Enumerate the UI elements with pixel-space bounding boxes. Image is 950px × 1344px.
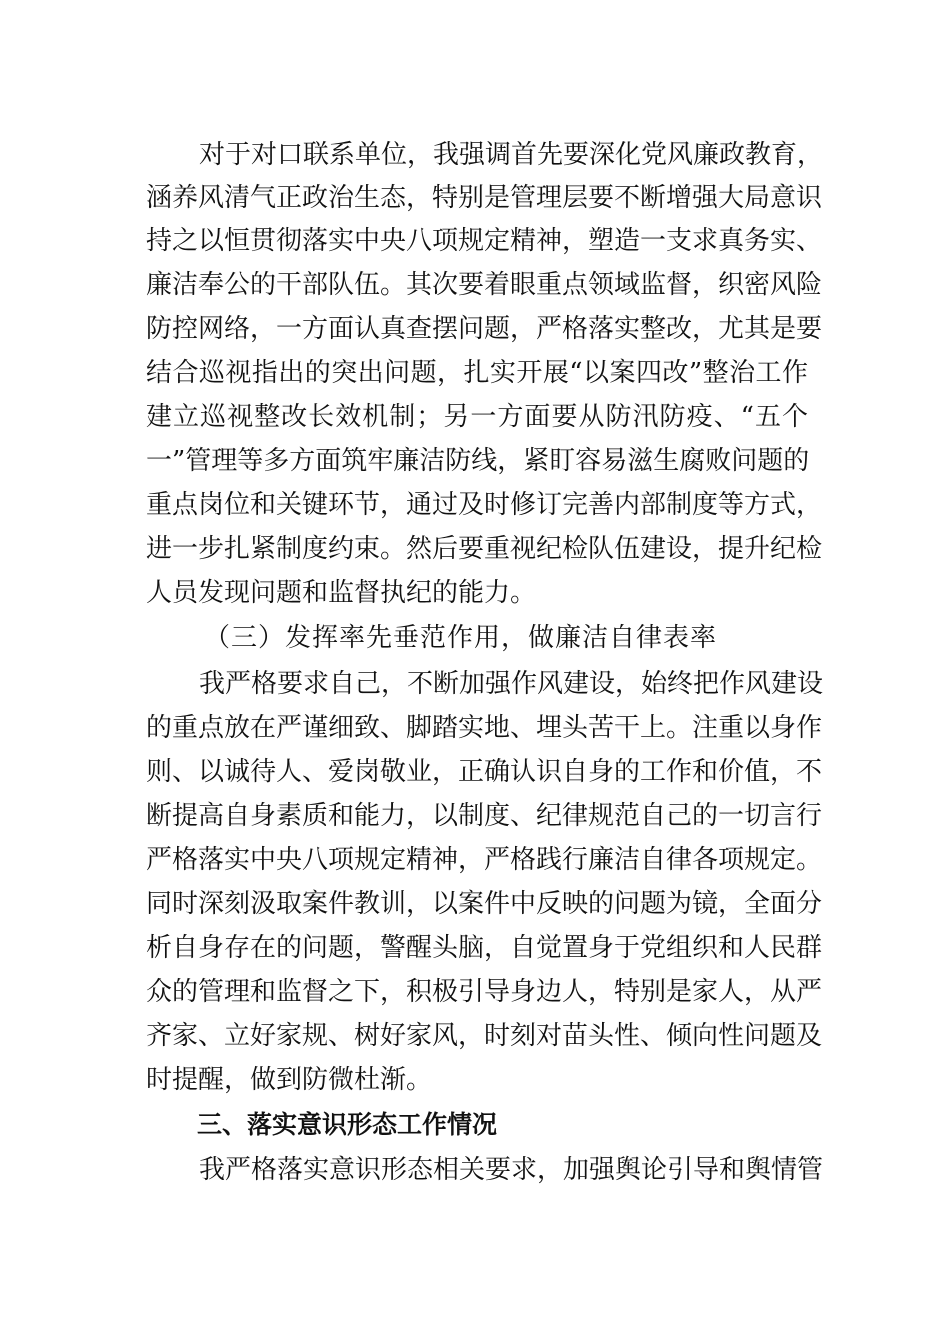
- text-line: 结合巡视指出的突出问题，扎实开展“以案四改”整治工作: [146, 358, 808, 388]
- section-heading-3: 三、落实意识形态工作情况: [197, 1110, 498, 1139]
- text-line: 我严格要求自己，不断加强作风建设，始终把作风建设: [199, 669, 824, 699]
- text-line: 对于对口联系单位，我强调首先要深化党风廉政教育，: [199, 140, 824, 170]
- text-line: 涵养风清气正政治生态，特别是管理层要不断增强大局意识: [146, 183, 823, 213]
- text-line: 廉洁奉公的干部队伍。其次要着眼重点领域监督，织密风险: [146, 270, 823, 300]
- text-line: 持之以恒贯彻落实中央八项规定精神，塑造一支求真务实、: [146, 226, 823, 256]
- text-line: 断提高自身素质和能力，以制度、纪律规范自己的一切言行: [146, 801, 823, 831]
- text-line: 析自身存在的问题，警醒头脑，自觉置身于党组织和人民群: [146, 933, 823, 963]
- text-line: 进一步扎紧制度约束。然后要重视纪检队伍建设，提升纪检: [146, 534, 823, 564]
- text-line: 时提醒，做到防微杜渐。: [146, 1065, 433, 1095]
- text-line: 建立巡视整改长效机制；另一方面要从防汛防疫、“五个: [146, 402, 808, 432]
- text-line: 同时深刻汲取案件教训，以案件中反映的问题为镜，全面分: [146, 889, 823, 919]
- text-line: 齐家、立好家规、树好家风，时刻对苗头性、倾向性问题及: [146, 1021, 823, 1051]
- text-line: 我严格落实意识形态相关要求，加强舆论引导和舆情管: [199, 1155, 824, 1185]
- text-line: 众的管理和监督之下，积极引导身边人，特别是家人，从严: [146, 977, 823, 1007]
- text-line: 则、以诚待人、爱岗敬业，正确认识自身的工作和价值，不: [146, 757, 823, 787]
- subheading-3: （三）发挥率先垂范作用，做廉洁自律表率: [204, 623, 718, 653]
- text-line: 重点岗位和关键环节，通过及时修订完善内部制度等方式，: [146, 490, 823, 520]
- text-line: 的重点放在严谨细致、脚踏实地、埋头苦干上。注重以身作: [146, 713, 823, 743]
- text-line: 一”管理等多方面筑牢廉洁防线，紧盯容易滋生腐败问题的: [146, 446, 810, 476]
- text-line: 防控网络，一方面认真查摆问题，严格落实整改，尤其是要: [146, 314, 823, 344]
- text-line: 人员发现问题和监督执纪的能力。: [146, 578, 537, 608]
- text-line: 严格落实中央八项规定精神，严格践行廉洁自律各项规定。: [146, 845, 823, 875]
